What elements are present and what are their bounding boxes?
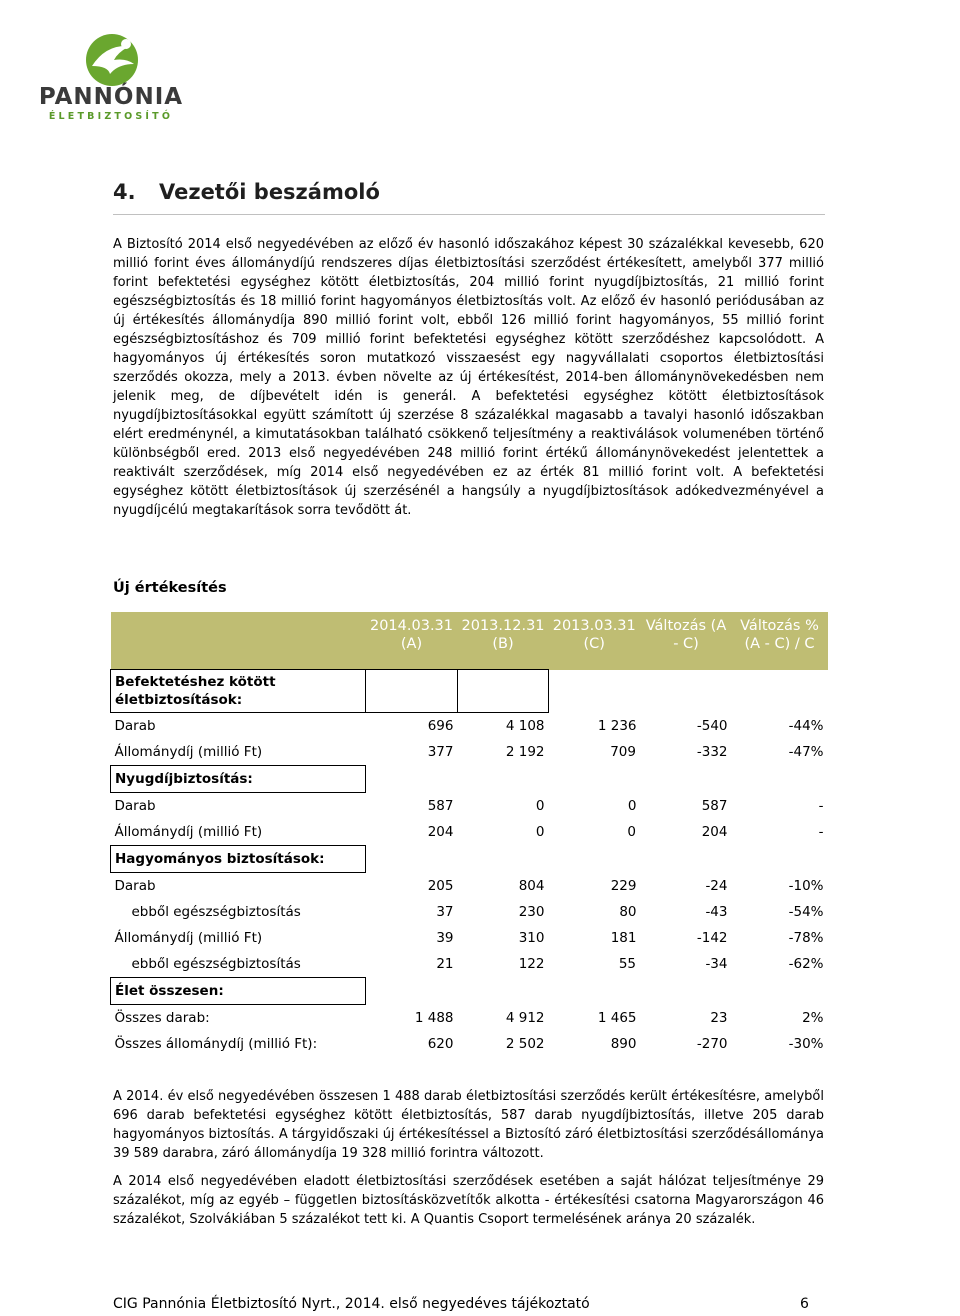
row-label: Darab — [114, 878, 156, 894]
table-row — [111, 925, 828, 951]
cell-value: 2% — [802, 1009, 824, 1026]
section-label: Hagyományos biztosítások: — [111, 846, 366, 873]
cell-value: 4 108 — [505, 718, 545, 734]
cell-value: 0 — [535, 824, 545, 841]
header-cell: Változás % (A - C) / C — [732, 612, 828, 670]
cell-value: -47% — [788, 744, 824, 761]
row-label: Állománydíj (millió Ft) — [114, 744, 263, 760]
section-label: Élet összesen: — [111, 978, 366, 1005]
cell-value: -43 — [705, 904, 728, 920]
cell-value: 205 — [427, 877, 454, 894]
logo-brand-name: PANNÓNIA — [38, 84, 184, 110]
cell-value: -34 — [705, 956, 728, 973]
cell-value: 80 — [619, 904, 637, 920]
cell-value: -10% — [788, 877, 824, 894]
cell-value: 181 — [610, 930, 637, 946]
cell-value: 587 — [701, 797, 728, 814]
cell-value: 0 — [535, 797, 545, 814]
table-row — [111, 899, 828, 925]
table-section-row — [111, 766, 828, 793]
section-title: Vezetői beszámoló — [159, 180, 380, 204]
cell-value: 620 — [427, 1036, 454, 1052]
summary-paragraph: A 2014. év első negyedévében összesen 1 488 darab életbiztosítási szerződés került értékesítésre, amelyből 696 darab befektetési egységhez kötött életbiztosítás, 587 darab nyugdíjbiztosítás, illetve 205 darab hagyományos biztosítás. A tárgyidőszaki új értékesítéssel a Biztosító záró életbiztosítási szerződésállománya 39 589 darabra, záró állománydíja 19 328 millió forintra változott. — [113, 1089, 824, 1161]
cell-value: 890 — [610, 1036, 637, 1052]
cell-value: -44% — [788, 717, 824, 734]
cell-value: -24 — [705, 877, 728, 894]
cell-value: - — [818, 797, 824, 814]
table-row — [111, 713, 828, 740]
header-cell: Változás (A - C) — [641, 612, 732, 670]
cell-value: 2 192 — [505, 744, 545, 761]
section-number: 4. — [113, 180, 136, 204]
cell-value: 377 — [427, 744, 454, 761]
table-row — [111, 793, 828, 820]
cell-value: 1 488 — [414, 1009, 454, 1026]
logo-brand-subtitle: ÉLETBIZTOSÍTÓ — [48, 111, 174, 122]
cell-value: 1 465 — [597, 1009, 637, 1026]
page-number: 6 — [800, 1296, 809, 1312]
table-row — [111, 819, 828, 846]
cell-value: 4 912 — [505, 1009, 545, 1026]
row-label: ebből egészségbiztosítás — [131, 956, 301, 972]
row-label: Állománydíj (millió Ft) — [114, 930, 263, 946]
cell-value: -270 — [696, 1036, 728, 1052]
table-section-row — [111, 846, 828, 873]
table-row — [111, 1031, 828, 1057]
cell-value: 122 — [518, 956, 545, 973]
sales-table — [110, 612, 828, 1057]
cell-value: - — [818, 824, 824, 841]
header-cell: 2014.03.31 (A) — [366, 612, 458, 670]
table-row — [111, 951, 828, 978]
cell-value: 204 — [701, 824, 728, 841]
table-title: Új értékesítés — [113, 580, 227, 596]
cell-value: 0 — [627, 797, 637, 814]
row-label: Darab — [114, 718, 156, 734]
cell-value: 1 236 — [597, 717, 637, 734]
section-heading — [113, 180, 825, 215]
cell-value: 310 — [518, 930, 545, 946]
cell-value: 587 — [427, 797, 454, 814]
cell-value: 39 — [436, 930, 454, 946]
cell-value: 55 — [618, 956, 636, 973]
cell-value: 204 — [427, 824, 454, 841]
cell-value: -142 — [696, 930, 728, 946]
intro-paragraph: A Biztosító 2014 első negyedévében az előző év hasonló időszakához képest 30 százalékkal kevesebb, 620 millió forint éves állománydíjú rendszeres díjas életbiztosítási szerződést értékesített, amelyből 377 millió forint befektetési egységhez kötött életbiztosítás, 204 millió forint nyugdíjbiztosítás, 21 millió forint egészségbiztosítás és 18 millió forint hagyományos életbiztosítás volt. Az előző év hasonló periódusában az új értékesítés állománydíja 890 millió forint volt, ebből 126 millió forint hagyományos, 55 millió forint egészségbiztosításhoz és 709 millió forint befektetési egységhez kötött szerződéshez kapcsolódott. A hagyományos új értékesítés soron mutatkozó visszaesést egy nagyvállalati csoportos életbiztosítási szerződés okozza, mely a 2013. évben növelte az új értékesítést, 2014-ben állománynövekedésben nem jelenik meg, de díjbevételt idén is generál. A befektetési egységhez kötött életbiztosítások nyugdíjbiztosításokkal együtt számított új szerzése 8 százalékkal magasabb a tavalyi hasonló időszakban elért eredménynél, a kimutatásokban található csökkenő teljesítmény a reaktiválások volumenében történő különbségből ered. 2013 első negyedévében 248 millió forint értékű állománynövekedést jelentettek a reaktivált szerződések, míg 2014 első negyedévében ez az érték 81 millió forint volt. A befektetési egységhez kötött életbiztosítások új szerzésénél a hangsúly a nyugdíjbiztosítások adókedvezményével a nyugdíjcélú megtakarítások sorra tevődött át. — [113, 237, 824, 518]
cell-value: 0 — [627, 824, 636, 841]
cell-value: -30% — [788, 1036, 824, 1052]
cell-value: 23 — [710, 1009, 728, 1026]
row-label: ebből egészségbiztosítás — [131, 904, 301, 920]
header-cell: 2013.03.31 (C) — [549, 612, 641, 670]
header-empty-cell — [111, 612, 366, 670]
footer-text: CIG Pannónia Életbiztosító Nyrt., 2014. első negyedéves tájékoztató — [113, 1296, 590, 1312]
cell-value: -62% — [788, 956, 824, 973]
cell-value: -332 — [696, 744, 728, 761]
cell-value: 21 — [436, 956, 454, 973]
cell-value: -78% — [788, 930, 824, 946]
cell-value: -540 — [696, 717, 728, 734]
table-section-row — [111, 978, 828, 1005]
header-cell: 2013.12.31 (B) — [458, 612, 549, 670]
cell-value: -54% — [788, 904, 824, 920]
section-label: Nyugdíjbiztosítás: — [111, 766, 366, 793]
row-label: Darab — [114, 798, 156, 814]
table-row — [111, 1005, 828, 1032]
cell-value: 37 — [436, 904, 454, 920]
row-label: Összes állománydíj (millió Ft): — [114, 1036, 318, 1052]
table-row — [111, 739, 828, 766]
cell-value: 696 — [427, 718, 454, 734]
table-header-row — [111, 612, 828, 670]
row-label: Állománydíj (millió Ft) — [114, 824, 263, 840]
cell-value: 230 — [518, 904, 545, 920]
cell-value: 2 502 — [505, 1036, 545, 1052]
row-label: Összes darab: — [114, 1010, 210, 1026]
table-section-row — [111, 670, 828, 713]
section-label: Befektetéshez kötött életbiztosítások: — [111, 670, 366, 713]
table-row — [111, 873, 828, 900]
cell-value: 709 — [610, 744, 636, 761]
channels-paragraph: A 2014 első negyedévében eladott életbiztosítási szerződések esetében a saját hálózat teljesítménye 29 százalékot, míg az egyéb – független biztosításközvetítők alkotta - értékesítési csatorna Magyarországon 46 százalékot, Szolvákiában 5 százalékot tett ki. A Quantis Csoport termelésének aránya 20 százalék. — [113, 1174, 824, 1227]
cell-value: 229 — [610, 877, 637, 894]
cell-value: 804 — [518, 877, 545, 894]
